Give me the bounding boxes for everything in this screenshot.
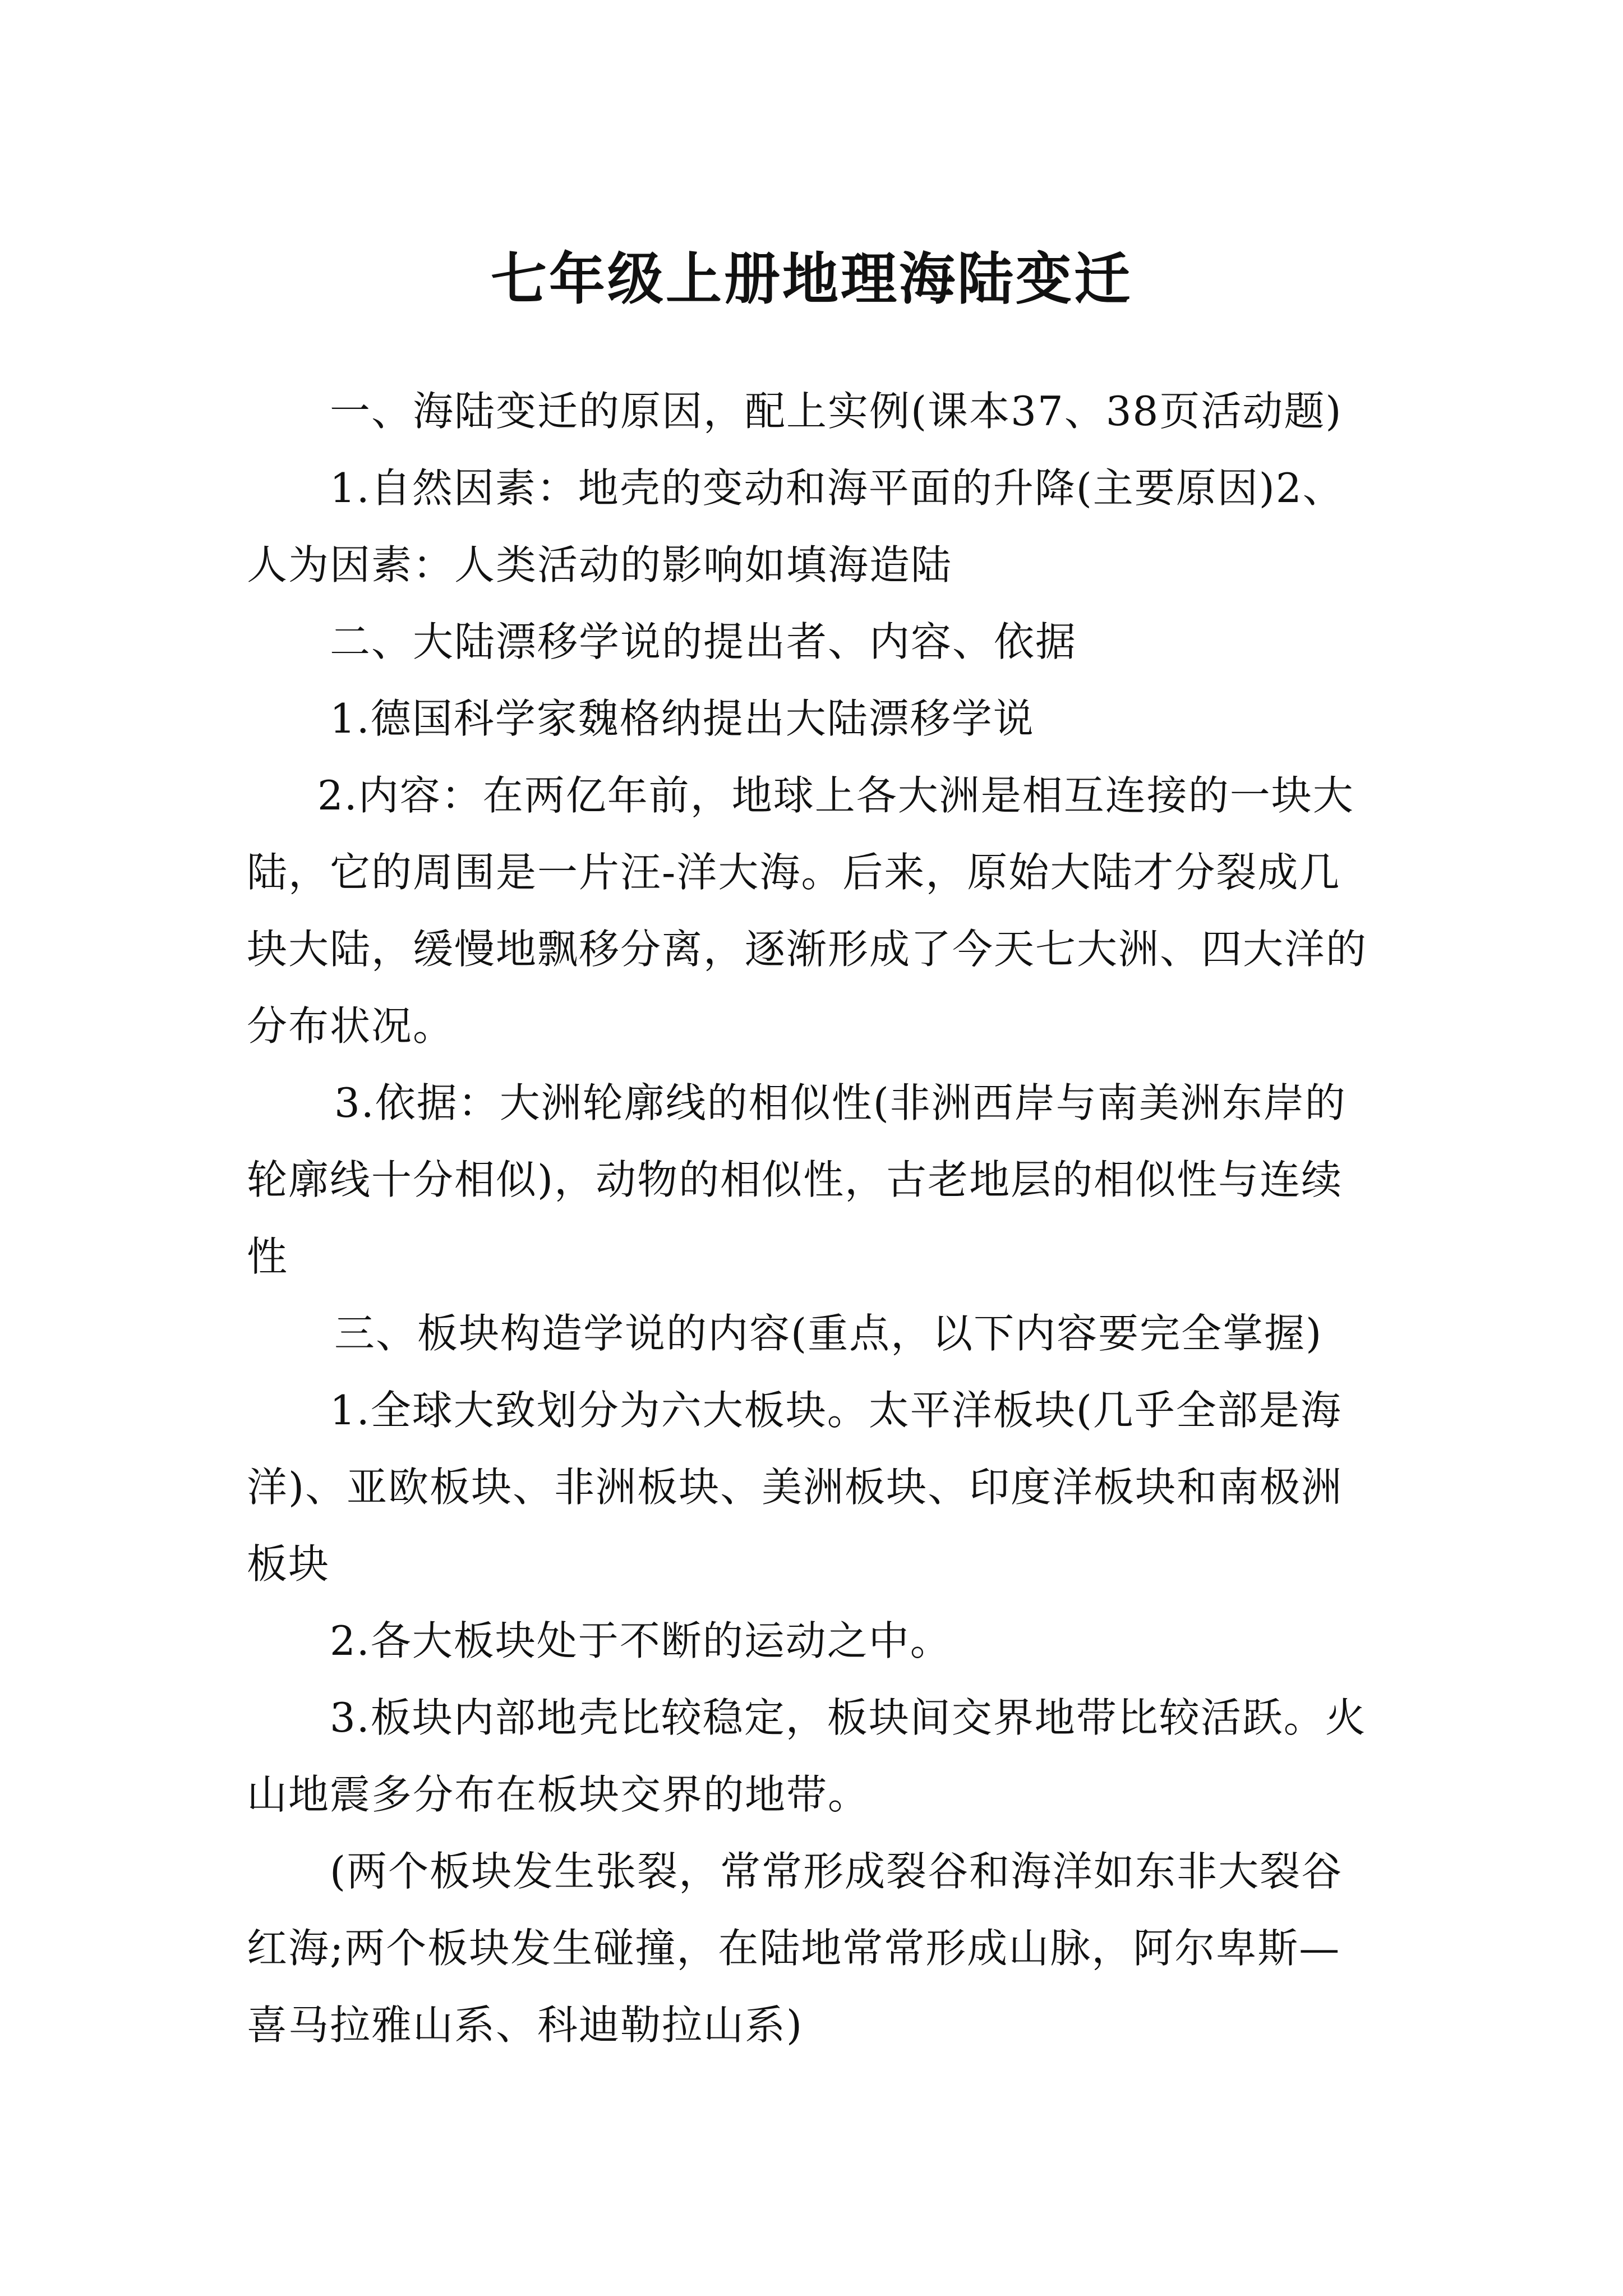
paragraph-section-2-heading: 二、大陆漂移学说的提出者、内容、依据 xyxy=(330,618,1077,665)
paragraph-section-1-heading: 一、海陆变迁的原因，配上实例(课本37、38页活动题) xyxy=(330,388,1343,435)
document-title: 七年级上册地理海陆变迁 xyxy=(491,246,1132,312)
paragraph-natural-human-factors: 1.自然因素：地壳的变动和海平面的升降(主要原因)2、人为因素：人类活动的影响如填海造陆 xyxy=(247,464,1344,588)
paragraph-wegener: 1.德国科学家魏格纳提出大陆漂移学说 xyxy=(330,695,1035,742)
paragraph-rift-collision: (两个板块发生张裂，常常形成裂谷和海洋如东非大裂谷红海;两个板块发生碰撞，在陆地常常形成山脉，阿尔卑斯—喜马拉雅山系、科迪勒拉山系) xyxy=(247,1848,1343,2049)
paragraph-drift-evidence: 3.依据：大洲轮廓线的相似性(非洲西岸与南美洲东岸的轮廓线十分相似)，动物的相似性，古老地层的相似性与连续性 xyxy=(247,1079,1347,1280)
paragraph-section-3-heading: 三、板块构造学说的内容(重点，以下内容要完全掌握) xyxy=(334,1310,1323,1357)
document-body xyxy=(247,373,1380,2064)
paragraph-plate-motion: 2.各大板块处于不断的运动之中。 xyxy=(330,1617,952,1664)
paragraph-six-plates: 1.全球大致划分为六大板块。太平洋板块(几乎全部是海洋)、亚欧板块、非洲板块、美洲板块、印度洋板块和南极洲板块 xyxy=(247,1387,1343,1588)
paragraph-drift-content: 2.内容：在两亿年前，地球上各大洲是相互连接的一块大陆，它的周围是一片汪-洋大海。后来，原始大陆才分裂成几块大陆，缓慢地飘移分离，逐渐形成了今天七大洲、四大洋的分布状况。 xyxy=(247,772,1368,1050)
paragraph-plate-boundaries: 3.板块内部地壳比较稳定，板块间交界地带比较活跃。火山地震多分布在板块交界的地带。 xyxy=(247,1694,1367,1818)
